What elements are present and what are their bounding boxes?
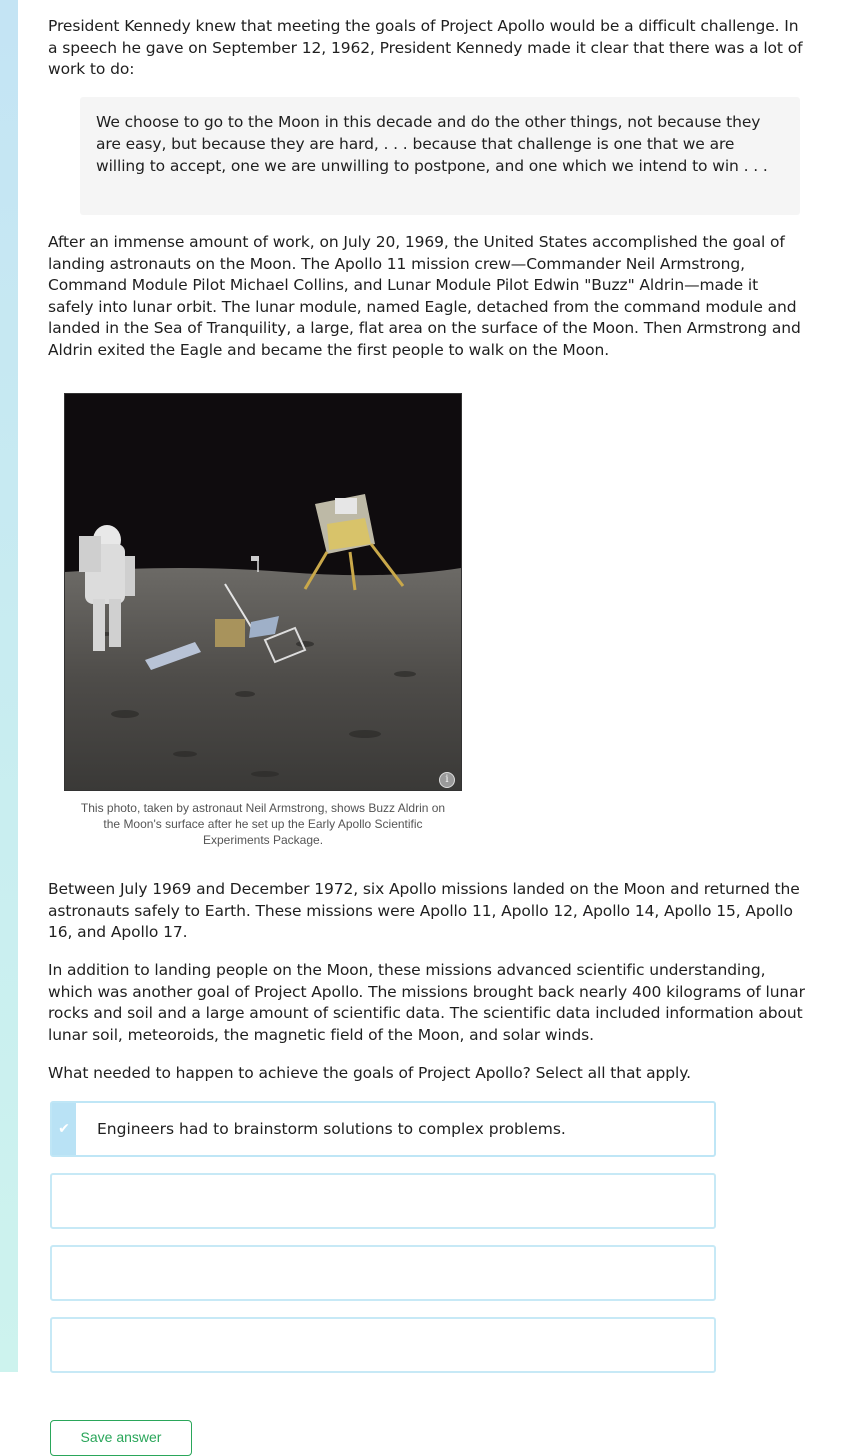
apollo-moon-photo xyxy=(64,393,462,791)
answer-option-label: Engineers had to brainstorm solutions to complex problems. xyxy=(97,1120,566,1138)
answer-option-2[interactable] xyxy=(50,1173,716,1229)
answer-option-3[interactable] xyxy=(50,1245,716,1301)
save-answer-button[interactable]: Save answer xyxy=(50,1420,192,1456)
passage-paragraph-1: President Kennedy knew that meeting the goals of Project Apollo would be a difficult challenge. In a speech he gave on September 12, 1962, President Kennedy made it clear that there was a lot of work to do: xyxy=(48,17,803,79)
info-icon[interactable]: i xyxy=(439,772,455,788)
moon-photo-illustration xyxy=(65,394,461,790)
passage-paragraph-4: In addition to landing people on the Moon, these missions advanced scientific understanding, which was another goal of Project Apollo. The missions brought back nearly 400 kilograms of lunar rocks and soil and a large amount of scientific data. The scientific data included information about lunar soil, meteoroids, the magnetic field of the Moon, and solar winds. xyxy=(48,961,805,1044)
question-prompt: What needed to happen to achieve the goals of Project Apollo? Select all that apply. xyxy=(48,1064,691,1082)
passage-paragraph-2: After an immense amount of work, on July 20, 1969, the United States accomplished the goal of landing astronauts on the Moon. The Apollo 11 mission crew—Commander Neil Armstrong, Command Module Pilot Michael Collins, and Lunar Module Pilot Edwin "Buzz" Aldrin—made it safely into lunar orbit. The lunar module, named Eagle, detached from the command module and landed in the Sea of Tranquility, a large, flat area on the surface of the Moon. Then Armstrong and Aldrin exited the Eagle and became the first people to walk on the Moon. xyxy=(48,233,801,359)
left-accent-stripe xyxy=(0,0,18,1372)
answer-options xyxy=(50,1101,716,1389)
checkmark-icon: ✔ xyxy=(52,1103,76,1155)
quote-text: We choose to go to the Moon in this decade and do the other things, not because they are easy, but because they are hard, . . . because that challenge is one that we are willing to accept, one we are unwilling to postpone, and one which we intend to win . . . xyxy=(96,113,768,175)
photo-caption: This photo, taken by astronaut Neil Armstrong, shows Buzz Aldrin on the Moon's surface after he set up the Early Apollo Scientific Experiments Package. xyxy=(80,801,446,847)
answer-option-4[interactable] xyxy=(50,1317,716,1373)
kennedy-quote-block xyxy=(80,97,800,215)
passage-paragraph-3: Between July 1969 and December 1972, six Apollo missions landed on the Moon and returned the astronauts safely to Earth. These missions were Apollo 11, Apollo 12, Apollo 14, Apollo 15, Apollo 16, and Apollo 17. xyxy=(48,880,800,942)
moon-photo-figure xyxy=(64,393,462,848)
answer-option-1[interactable] xyxy=(50,1101,716,1157)
